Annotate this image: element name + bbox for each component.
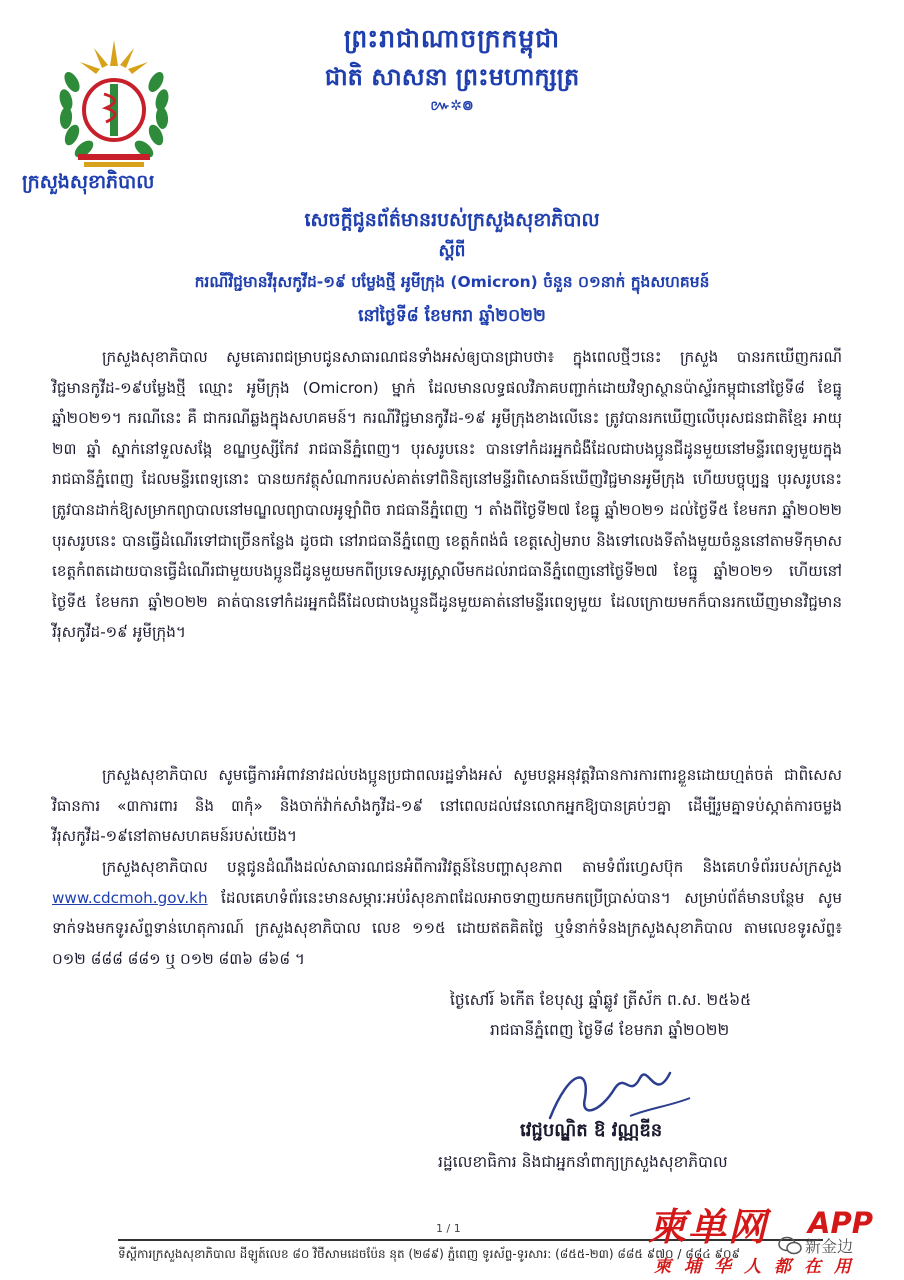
paragraph-3-text-b: ដែលគេហទំព័រនេះមានសម្ភារៈអប់រំសុខភាពដែលអាចទាញយកមកប្រើប្រាស់បាន។ សម្រាប់ព័ត៌មានបន្ថែម សូមទាក់ទងមកទូរស័ព្ទទាន់ហេតុការណ៍ ក្រសួងសុខាភិបាល លេខ ១១៥ ដោយឥតគិតថ្លៃ ឬទំនាក់ទំនងក្រសួងសុខាភិបាល តាមលេខទូរស័ព្ទ៖ ០១២ ៨៨៨ ៨៨១ ឬ ០១២ ៨៣៦ ៨៦៨ ។ [52, 888, 842, 968]
watermark-slogan: 柬埔华人都在用 [654, 1257, 864, 1277]
ministry-logo-icon [50, 32, 178, 172]
body-paragraph-2: ក្រសួងសុខាភិបាល សូមធ្វើការអំពាវនាវដល់បងប្អូនប្រជាពលរដ្ឋទាំងអស់ សូមបន្តអនុវត្តវិធានការការពារខ្លួនដោយហ្មត់ចត់ ជាពិសេសវិធានការ «៣ការពារ និង ៣កុំ» និងចាក់វ៉ាក់សាំងកូវីដ-១៩ នៅពេលដល់វេនលោកអ្នកឱ្យបានគ្រប់ៗគ្នា ដើម្បីរួមគ្នាទប់ស្កាត់ការចម្លងវីរុសកូវីដ-១៩នៅតាមសហគមន៍របស់យើង។ [52, 766, 842, 846]
lunar-date: ថ្ងៃសៅរ៍ ៦កើត ខែបុស្ស ឆ្នាំឆ្លូវ ត្រីស័ក ព.ស. ២៥៦៥ [450, 991, 752, 1009]
kingdom-heading: ព្រះរាជាណាចក្រកម្ពុជា [343, 24, 561, 53]
body-paragraph-3 [52, 852, 842, 974]
paragraph-3-text-a: ក្រសួងសុខាភិបាល បន្តជូនដំណឹងដល់សាធារណជនអំពីការវិវត្តន៍នៃបញ្ហាសុខភាព តាមទំព័រហ្វេសប៊ុក និងគេហទំព័ររបស់ក្រសួង [102, 858, 842, 876]
document-title: សេចក្តីជូនព័ត៌មានរបស់ក្រសួងសុខាភិបាល [304, 209, 600, 231]
title-regarding: ស្តីពី [438, 241, 466, 261]
title-date: នៅថ្ងៃទី៨ ខែមករា ឆ្នាំ២០២២ [358, 306, 546, 326]
body-paragraph-1: ក្រសួងសុខាភិបាល សូមគោរពជម្រាបជូនសាធារណជនទាំងអស់ឲ្យបានជ្រាបថា៖ ក្នុងពេលថ្មីៗនេះ ក្រសួង បានរកឃើញករណីវិជ្ជមានកូវីដ-១៩បម្លែងថ្មី ឈ្មោះ អូមីក្រុង (Omicron) ម្នាក់ ដែលមានលទ្ធផលវិភាគបញ្ជាក់ដោយវិទ្យាស្ថានប៉ាស្ទ័រកម្ពុជានៅថ្ងៃទី៨ ខែធ្នូ ឆ្នាំ២០២១។ ករណីនេះ គឺ ជាករណីឆ្លងក្នុងសហគមន៍។ ករណីវិជ្ជមានកូវីដ-១៩ អូមីក្រុងខាងលើនេះ ត្រូវបានរកឃើញលើបុរសជនជាតិខ្មែរ អាយុ ២៣ ឆ្នាំ ស្នាក់នៅទួលសង្កែ ខណ្ឌឫស្សីកែវ រាជធានីភ្នំពេញ។ បុរសរូបនេះ បានទៅកំដរអ្នកជំងឺដែលជាបងប្អូនជីដូនមួយនៅមន្ទីរពេទ្យមួយក្នុងរាជធានីភ្នំពេញ ដែលមន្ទីរពេទ្យនោះ បានយកវត្ថុសំណាករបស់គាត់ទៅពិនិត្យនៅមន្ទីរពិសោធន៍ឃើញវិជ្ជមានអូមីក្រុង ហើយបច្ចុប្បន្ន បុរសរូបនេះ ត្រូវបានដាក់ឱ្យសម្រាកព្យាបាលនៅមណ្ឌលព្យាបាលអូឡាំពិច រាជធានីភ្នំពេញ ។ តាំងពីថ្ងៃទី២៧ ខែធ្នូ ឆ្នាំ២០២១ ដល់ថ្ងៃទី៥ ខែមករា ឆ្នាំ២០២២ បុរសរូបនេះ បានធ្វើដំណើរទៅជាច្រើនកន្លែង ដូចជា នៅរាជធានីភ្នំពេញ ខេត្តកំពង់ធំ ខេត្តសៀមរាប និងទៅលេងទីតាំងមួយចំនួននៅតាមទីកុមាសខេត្តកំពតដោយបានធ្វើដំណើរជាមួយបងប្អូនជីដូនមួយមកពីប្រទេសអូស្ត្រាលីមកដល់រាជធានីភ្នំពេញនៅថ្ងៃទី២៧ ខែធ្នូ ឆ្នាំ២០២១ ហើយនៅថ្ងៃទី៥ ខែមករា ឆ្នាំ២០២២ គាត់បានទៅកំដរអ្នកជំងឺដែលជាបងប្អូនជីដូនមួយគាត់នៅមន្ទីរពេទ្យមួយ ដែលក្រោយមកក៏បានរកឃើញមានវិជ្ជមានវីរុសកូវីដ-១៩ អូមីក្រុង។ [52, 348, 842, 642]
watermark-wechat: 新金边 [805, 1237, 854, 1256]
footer-address: ទីស្តីការក្រសួងសុខាភិបាល ដីឡូត៍លេខ ៨០ វិថីសាមដេចប៉ែន នុត (២៨៩) ភ្នំពេញ ទូរស័ព្ទ-ទូរសារ: (៨៥៥-២៣) ៨៨៥ ៩៧០ / ៨៨៤ ៩០៩ [118, 1247, 741, 1261]
ministry-name: ក្រសួងសុខាភិបាល [22, 171, 155, 193]
title-subject: ករណីវិជ្ជមានវីរុសកូវីដ-១៩ បម្លែងថ្មី អូមីក្រុង (Omicron) ចំនួន ០១នាក់ ក្នុងសហគមន៍ [194, 273, 710, 291]
header-ornament: ៚✲៙ [430, 98, 474, 114]
page-number: 1 / 1 [436, 1222, 461, 1235]
signer-title: រដ្ឋលេខាធិការ និងជាអ្នកនាំពាក្យក្រសួងសុខាភិបាល [438, 1153, 728, 1171]
national-motto: ជាតិ សាសនា ព្រះមហាក្សត្រ [324, 63, 580, 91]
solar-date: រាជធានីភ្នំពេញ ថ្ងៃទី៨ ខែមករា ឆ្នាំ២០២២ [490, 1021, 730, 1039]
signer-name: វេជ្ជបណ្ឌិត ឱ វណ្ណឌីន [520, 1120, 663, 1141]
website-link[interactable]: www.cdcmoh.gov.kh [52, 888, 208, 907]
watermark-app: APP [808, 1206, 873, 1240]
watermark-brand: 柬单网 [648, 1205, 769, 1249]
